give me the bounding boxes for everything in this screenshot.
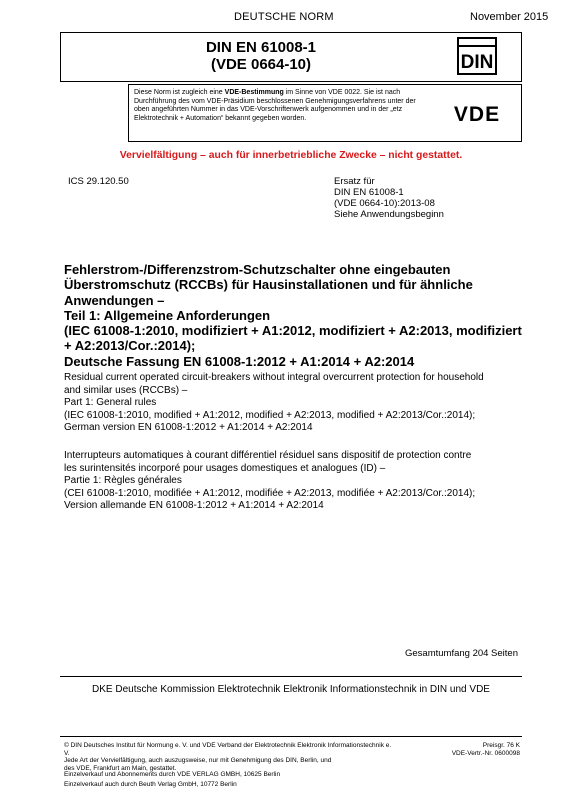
title-german-line: Fehlerstrom-/Differenzstrom-Schutzschalter ohne eingebauten	[64, 262, 451, 277]
title-english-line: Residual current operated circuit-breakers without integral overcurrent protection for household	[64, 372, 484, 383]
replacement-line: Siehe Anwendungsbeginn	[334, 209, 444, 220]
ics-code: ICS 29.120.50	[68, 176, 129, 187]
din-logo-text: DIN	[460, 52, 494, 73]
title-german	[64, 262, 524, 369]
title-german-line: (IEC 61008-1:2010, modifiziert + A1:2012, modifiziert + A2:2013, modifiziert	[64, 323, 522, 339]
copyright-notice: © DIN Deutsches Institut für Normung e. V. und VDE Verband der Elektrotechnik Elektronik Informationstechnik e. V. Jede Art der Vervielfältigung, auch auszugsweise, nur mit Genehmigung des DIN, Berlin, und des VDE, Frankfurt am Main, gestattet.	[64, 742, 392, 772]
title-french	[64, 450, 524, 513]
title-french-line: Version allemande EN 61008-1:2012 + A1:2014 + A2:2014	[64, 500, 324, 511]
divider	[60, 676, 522, 677]
vde-note-text: Diese Norm ist zugleich eine VDE-Bestimmung im Sinne von VDE 0022. Sie ist nach Durchführung des vom VDE-Präsidium beschlossenen Genehmigungsverfahrens unter der oben angeführten Nummer in das VDE-Vorschriftenwerk aufgenommen und in der „etz Elektrotechnik + Automation“ bekannt gegeben worden.	[134, 89, 416, 122]
norm-number	[60, 39, 462, 73]
copy-warning: Vervielfältigung – auch für innerbetriebliche Zwecke – nicht gestattet.	[119, 150, 463, 161]
title-french-line: les surintensités incorporé pour usages domestiques et analogues (ID) –	[64, 462, 386, 474]
vde-logo-text: VDE	[453, 103, 501, 126]
dke-line: DKE Deutsche Kommission Elektrotechnik Elektronik Informationstechnik in DIN und VDE	[92, 684, 490, 695]
norm-number-line1: DIN EN 61008-1	[205, 39, 317, 56]
replacement-line: (VDE 0664-10):2013-08	[334, 198, 435, 209]
title-german-line: Anwendungen –	[64, 292, 165, 308]
divider	[60, 736, 522, 737]
replacement-line: Ersatz für	[334, 176, 375, 187]
vde-order-number: VDE-Vertr.-Nr. 0600098	[451, 749, 520, 757]
title-french-line: (CEI 61008-1:2010, modifiée + A1:2012, modifiée + A2:2013, modifiée + A2:2013/Cor.:2014);	[64, 487, 476, 499]
replacement-line: DIN EN 61008-1	[334, 187, 404, 198]
title-german-line: Teil 1: Allgemeine Anforderungen	[64, 307, 271, 323]
title-french-line: Partie 1: Règles générales	[64, 475, 182, 486]
title-german-line: Deutsche Fassung EN 61008-1:2012 + A1:2014 + A2:2014	[64, 353, 415, 369]
din-logo	[430, 32, 522, 82]
replacement-info	[334, 176, 444, 220]
document-type-label: DEUTSCHE NORM	[234, 11, 334, 23]
publication-date: November 2015	[470, 11, 549, 23]
title-german-line: + A2:2013/Cor.:2014);	[64, 338, 196, 354]
title-english-line: German version EN 61008-1:2012 + A1:2014 + A2:2014	[64, 422, 313, 433]
price-group: Preisgr. 76 K	[482, 742, 520, 749]
vde-bestimmung: VDE-Bestimmung	[224, 89, 284, 96]
title-english-line: Part 1: General rules	[64, 397, 157, 408]
vde-logo	[430, 84, 522, 142]
page-count: Gesamtumfang 204 Seiten	[404, 648, 518, 659]
title-german-line: Überstromschutz (RCCBs) für Hausinstallationen und für ähnliche	[64, 277, 473, 293]
title-french-line: Interrupteurs automatiques à courant différentiel résiduel sans dispositif de protection contre	[64, 450, 472, 461]
sales-info: Einzelverkauf und Abonnements durch VDE VERLAG GMBH, 10625 Berlin Einzelverkauf auch durch Beuth Verlag GmbH, 10772 Berlin	[64, 771, 281, 788]
norm-number-line2: (VDE 0664-10)	[210, 56, 312, 73]
price-info	[430, 742, 520, 757]
title-english-line: (IEC 61008-1:2010, modified + A1:2012, modified + A2:2013, modified + A2:2013/Cor.:2014);	[64, 409, 476, 421]
title-english	[64, 372, 524, 435]
title-english-line: and similar uses (RCCBs) –	[64, 384, 188, 396]
